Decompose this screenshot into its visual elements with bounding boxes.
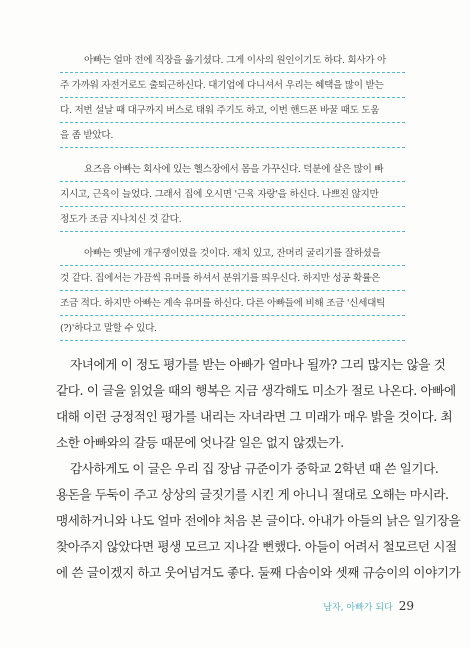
diary-line: 아빠는 얼마 전에 직장을 옮기셨다. 그게 이사의 원인이기도 하다. 회사가 아 (60, 48, 405, 73)
page-footer (323, 599, 414, 613)
body-line: 자녀에게 이 정도 평가를 받는 아빠가 얼마나 될까? 그리 많지는 않을 것 (70, 357, 446, 372)
diary-line: (?)'하다고 말할 수 있다. (60, 316, 405, 341)
diary-line: 지시고, 근육이 늘었다. 그래서 집에 오시면 '근육 자랑'을 하신다. 나쁘진 않지만 (60, 182, 405, 207)
body-line: 맹세하거니와 나도 얼마 전에야 처음 본 글이다. 아내가 아들의 낡은 일기장을 (56, 513, 461, 528)
diary-line: 다. 저번 설날 때 대구까지 버스로 태워 주기도 하고, 이번 핸드폰 바꿀 때도 도움 (60, 98, 405, 123)
body-line: 에 쓴 글이겠지 하고 웃어넘겨도 좋다. 둘째 다솜이와 셋째 규승이의 이야기가 (56, 565, 461, 580)
page-number: 29 (398, 599, 414, 613)
diary-line: 것 같다. 집에서는 가끔씩 유머를 하셔서 분위기를 띄우신다. 하지만 성공 확률은 (60, 266, 405, 291)
diary-line: 주 가까워 자전거로도 출퇴근하신다. 대기업에 다니셔서 우리는 혜택을 많이 받는 (60, 73, 405, 98)
body-line: 감사하게도 이 글은 우리 집 장남 규준이가 중학교 2학년 때 쓴 일기다. (70, 461, 439, 476)
diary-line: 을 좀 받았다. (60, 123, 405, 148)
diary-line: 아빠는 옛날에 개구쟁이였을 것이다. 재치 있고, 잔머리 굴리기를 잘하셨을 (60, 241, 405, 266)
body-line: 소한 아빠와의 갈등 때문에 엇나갈 일은 없지 않겠는가. (56, 435, 344, 450)
body-line: 용돈을 두둑이 주고 상상의 글짓기를 시킨 게 아니니 절대로 오해는 마시라. (56, 487, 449, 502)
diary-line: 요즈음 아빠는 회사에 있는 헬스장에서 몸을 가꾸신다. 덕분에 살은 많이 빠 (60, 157, 405, 182)
diary-excerpt (60, 48, 405, 341)
chapter-title: 남자, 아빠가 되다 (323, 603, 393, 613)
diary-line: 조금 적다. 하지만 아빠는 계속 유머를 하신다. 다른 아빠들에 비해 조금 '신세대틱 (60, 291, 405, 316)
body-line: 대해 이런 긍정적인 평가를 내리는 자녀라면 그 미래가 매우 밝을 것이다. 최 (56, 409, 453, 424)
body-text (56, 352, 461, 586)
body-line: 같다. 이 글을 읽었을 때의 행복은 지금 생각해도 미소가 절로 나온다. 아빠에 (56, 383, 456, 398)
body-line: 찾아주지 않았다면 평생 모르고 지나갈 뻔했다. 아들이 어려서 철모르던 시절 (56, 539, 457, 554)
diary-line: 정도가 조금 지나치신 것 같다. (60, 207, 405, 232)
